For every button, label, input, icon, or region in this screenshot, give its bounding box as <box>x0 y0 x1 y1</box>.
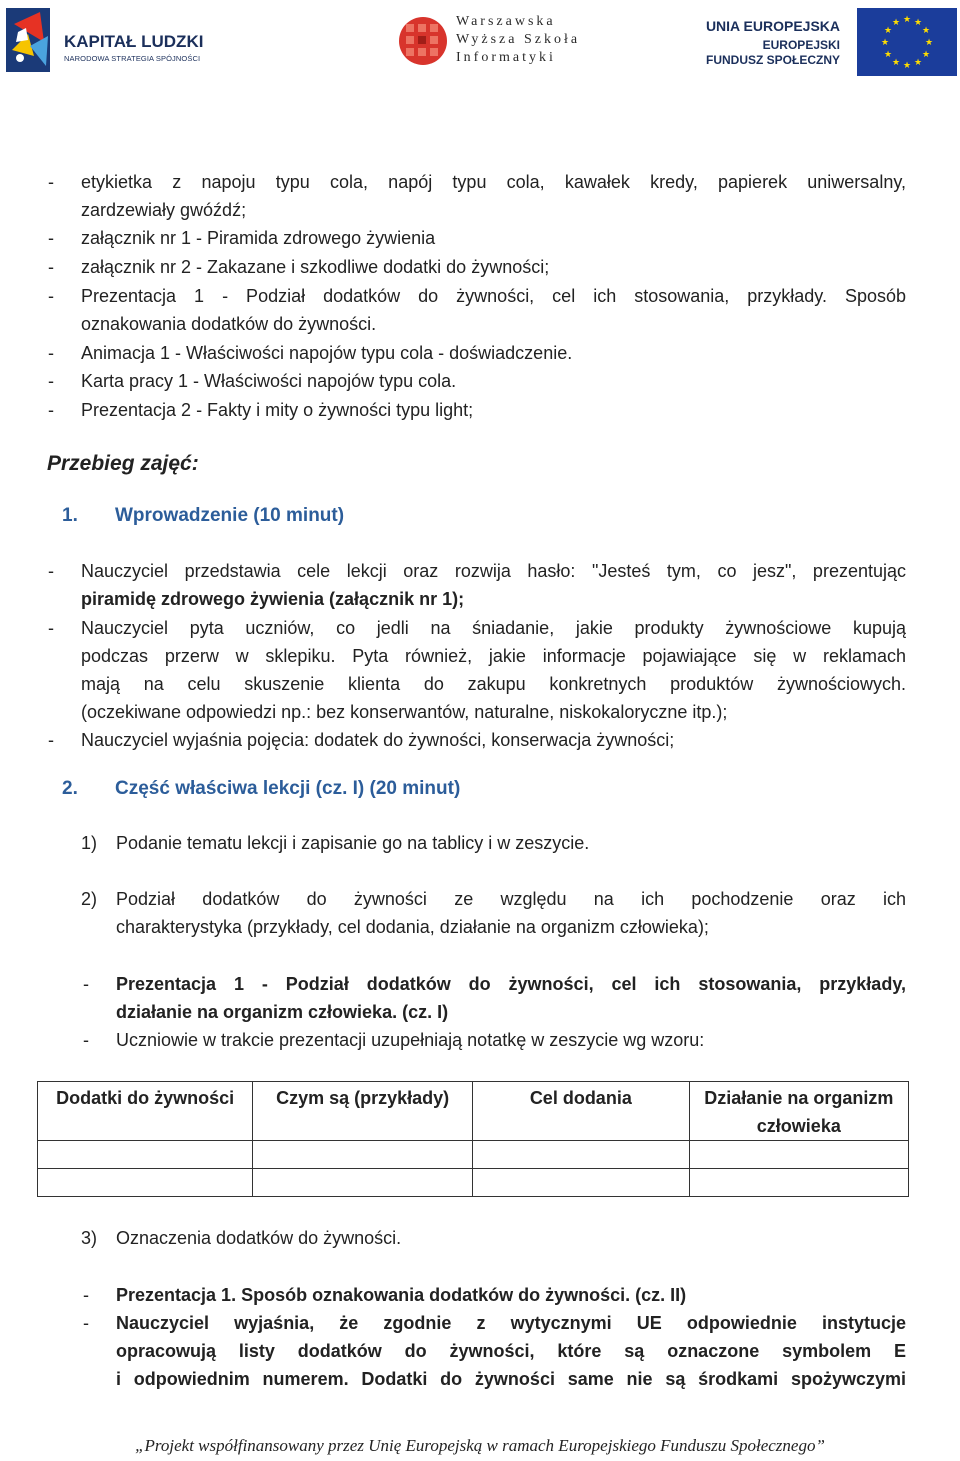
table-row <box>38 1169 909 1197</box>
part1-item-line: Nauczyciel pyta uczniów, co jedli na śniadanie, jakie produkty żywnościowe kupują <box>81 618 906 638</box>
list-dash: - <box>83 1285 89 1305</box>
step-number: 2) <box>81 889 98 909</box>
list-dash: - <box>48 343 54 363</box>
kapital-ludzki-subtitle: NARODOWA STRATEGIA SPÓJNOŚCI <box>64 54 201 63</box>
list-dash: - <box>48 618 54 638</box>
table-cell-empty <box>38 1169 253 1197</box>
list-item-line: załącznik nr 2 - Zakazane i szkodliwe dodatki do żywności; <box>81 257 550 277</box>
part2-number: 2. <box>62 778 78 799</box>
svg-text:★: ★ <box>883 50 893 60</box>
wwsi-name-line1: Warszawska <box>456 14 556 29</box>
step-number: 3) <box>81 1228 98 1248</box>
notes-template-table <box>37 1081 909 1197</box>
list-item-line: Karta pracy 1 - Właściwości napojów typu cola. <box>81 371 457 391</box>
list-item-line: etykietka z napoju typu cola, napój typu cola, kawałek kredy, papierek uniwersalny, <box>81 172 906 192</box>
list-dash: - <box>48 228 54 248</box>
list-item-line: Prezentacja 2 - Fakty i mity o żywności typu light; <box>81 400 474 420</box>
list-dash: - <box>48 400 54 420</box>
part1-number: 1. <box>62 505 78 526</box>
step-text: Oznaczenia dodatków do żywności. <box>116 1228 402 1248</box>
part2-title: Część właściwa lekcji (cz. I) (20 minut) <box>115 778 461 799</box>
list-item-line: Animacja 1 - Właściwości napojów typu cola - doświadczenie. <box>81 343 573 363</box>
table-header-cell: Czym są (przykłady) <box>253 1082 473 1141</box>
table-header-cell: Dodatki do żywności <box>38 1082 253 1141</box>
svg-text:★: ★ <box>883 26 893 36</box>
part1-item-line: Nauczyciel przedstawia cele lekcji oraz rozwija hasło: "Jesteś tym, co jesz", prezentując <box>81 561 906 581</box>
page-footer: „Projekt współfinansowany przez Unię Europejską w ramach Europejskiego Funduszu Społecznego” <box>135 1436 825 1455</box>
svg-text:★: ★ <box>891 58 901 68</box>
svg-text:★: ★ <box>902 15 912 25</box>
svg-text:★: ★ <box>880 38 890 48</box>
bullet-line: Prezentacja 1 - Podział dodatków do żywności, cel ich stosowania, przykłady, <box>116 974 906 994</box>
list-item-line: załącznik nr 1 - Piramida zdrowego żywienia <box>81 228 436 248</box>
bullet-line: Uczniowie w trakcie prezentacji uzupełniają notatkę w zeszycie wg wzoru: <box>116 1030 705 1050</box>
svg-text:★: ★ <box>913 58 923 68</box>
table-cell-empty <box>473 1141 690 1169</box>
svg-text:★: ★ <box>902 61 912 71</box>
bullet-line: działanie na organizm człowieka. (cz. I) <box>116 1002 449 1022</box>
kapital-ludzki-logo <box>4 6 214 76</box>
list-item-line: oznakowania dodatków do żywności. <box>81 314 377 334</box>
part1-title: Wprowadzenie (10 minut) <box>115 505 345 526</box>
step-text: Podział dodatków do żywności ze względu na ich pochodzenie oraz ich <box>116 889 906 909</box>
list-item-line: Prezentacja 1 - Podział dodatków do żywności, cel ich stosowania, przykłady. Sposób <box>81 286 906 306</box>
part1-item-line: piramidę zdrowego żywienia (załącznik nr 1); <box>81 589 465 609</box>
table-cell-empty <box>473 1169 690 1197</box>
list-item-line: zardzewiały gwóźdź; <box>81 200 247 220</box>
part1-item-line: (oczekiwane odpowiedzi np.: bez konserwantów, naturalne, niskokaloryczne itp.); <box>81 702 728 722</box>
step-text: charakterystyka (przykłady, cel dodania, działanie na organizm człowieka); <box>116 917 709 937</box>
part1-item-line: Nauczyciel wyjaśnia pojęcia: dodatek do żywności, konserwacja żywności; <box>81 730 675 750</box>
svg-text:★: ★ <box>921 26 931 36</box>
table-cell-empty <box>253 1141 473 1169</box>
eu-logo-line1: UNIA EUROPEJSKA <box>705 18 840 34</box>
eu-logo-line2: EUROPEJSKI <box>762 38 840 52</box>
table-row <box>38 1141 909 1169</box>
part1-item-line: mają na celu skuszenie klienta do zakupu konkretnych produktów żywnościowych. <box>81 674 906 694</box>
bullet-line: opracowują listy dodatków do żywności, które są oznaczone symbolem E <box>116 1341 906 1361</box>
list-dash: - <box>48 257 54 277</box>
part1-item-line: podczas przerw w sklepiku. Pyta również, jakie informacje pojawiające się w reklamach <box>81 646 906 666</box>
bullet-line: i odpowiednim numerem. Dodatki do żywności same nie są środkami spożywczymi <box>116 1369 906 1389</box>
section-title: Przebieg zajęć: <box>47 452 199 475</box>
svg-text:★: ★ <box>891 18 901 28</box>
list-dash: - <box>48 172 54 192</box>
svg-text:★: ★ <box>913 18 923 28</box>
list-dash: - <box>48 371 54 391</box>
wwsi-name-line3: Informatyki <box>456 50 556 65</box>
kapital-ludzki-title: KAPITAŁ LUDZKI <box>64 32 204 51</box>
list-dash: - <box>48 730 54 750</box>
eu-flag-icon <box>857 8 957 76</box>
eu-logo-line3: FUNDUSZ SPOŁECZNY <box>705 53 840 67</box>
kapital-ludzki-emblem-icon <box>4 6 60 74</box>
list-dash: - <box>83 1030 89 1050</box>
table-header-row <box>38 1082 909 1141</box>
svg-text:★: ★ <box>921 50 931 60</box>
eu-logo <box>705 8 957 76</box>
list-dash: - <box>48 286 54 306</box>
wwsi-emblem-icon <box>398 16 448 66</box>
wwsi-name-line2: Wyższa Szkoła <box>456 32 581 47</box>
step-text: Podanie tematu lekcji i zapisanie go na tablicy i w zeszycie. <box>116 833 590 853</box>
list-dash: - <box>83 974 89 994</box>
table-cell-empty <box>253 1169 473 1197</box>
table-cell-empty <box>689 1141 908 1169</box>
table-cell-empty <box>38 1141 253 1169</box>
table-header-cell: Działanie na organizm człowieka <box>689 1082 908 1141</box>
step-number: 1) <box>81 833 98 853</box>
table-header-cell: Cel dodania <box>473 1082 690 1141</box>
bullet-line: Prezentacja 1. Sposób oznakowania dodatków do żywności. (cz. II) <box>116 1285 687 1305</box>
bullet-line: Nauczyciel wyjaśnia, że zgodnie z wytycznymi UE odpowiednie instytucje <box>116 1313 906 1333</box>
list-dash: - <box>83 1313 89 1333</box>
table-cell-empty <box>689 1169 908 1197</box>
wwsi-logo <box>398 12 598 72</box>
list-dash: - <box>48 561 54 581</box>
svg-text:★: ★ <box>924 38 934 48</box>
